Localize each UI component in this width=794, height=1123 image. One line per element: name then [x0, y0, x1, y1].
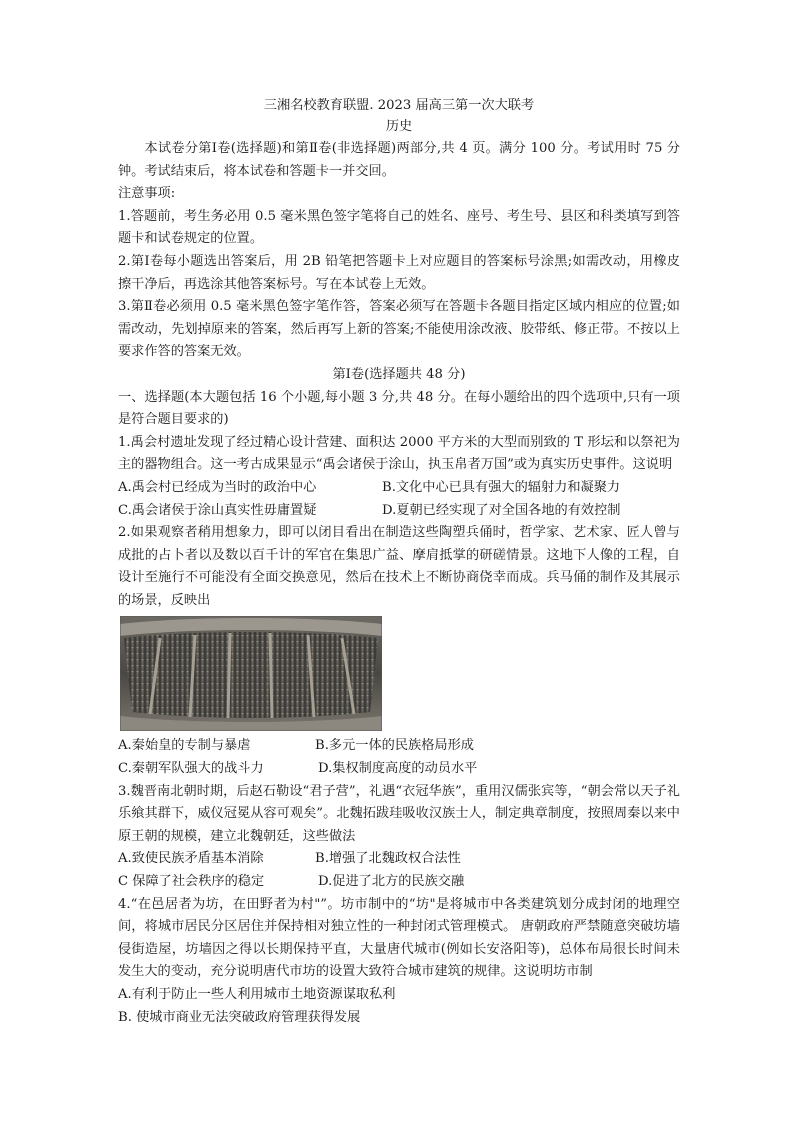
exam-page [118, 96, 680, 1029]
exam-intro: 本试卷分第Ⅰ卷(选择题)和第Ⅱ卷(非选择题)两部分,共 4 页。满分 100 分。考试用时 75 分钟。考试结束后，将本试卷和答题卡一并交回。 [118, 141, 680, 179]
q1-option-c: C.禹会诸侯于涂山真实性毋庸置疑 [118, 502, 317, 518]
q3-option-a: A.致使民族矛盾基本消除 [118, 851, 264, 867]
q2-option-a: A.秦始皇的专制与暴虐 [118, 738, 251, 754]
q2-option-b: B.多元一体的民族格局形成 [315, 738, 474, 754]
terracotta-army-photo [120, 616, 382, 731]
q4-option-a: A.有利于防止一些人利用城市土地资源谋取私利 [118, 987, 396, 1002]
q3-option-d: D.促进了北方的民族交融 [318, 874, 465, 890]
question-3-options-row1 [118, 848, 680, 871]
q1-option-a: A.禹会村已经成为当时的政治中心 [118, 479, 317, 495]
q4-option-b: B. 使城市商业无法突破政府管理获得发展 [118, 1009, 361, 1025]
terracotta-army-image [120, 616, 382, 731]
q2-option-c: C.秦朝军队强大的战斗力 [118, 761, 264, 777]
question-2-options-row1 [118, 735, 680, 758]
question-1-options-row1 [118, 477, 680, 500]
question-2-options-row2 [118, 758, 680, 781]
q1-option-d: D.夏朝已经实现了对全国各地的有效控制 [382, 502, 621, 518]
question-4-stem: 4.“在邑居者为坊，在田野者为村"”。坊市制中的“坊"是将城市中各类建筑划分成封闭的地理空间，将城市居民分区居住并保持相对独立性的一种封闭式管理模式。 唐朝政府严禁随意突破坊墙侵街造屋，坊墙因之得以长期保持平直，大量唐代城市(例如长安洛阳等)，总体布局很长时间未发生大的变动，充分说明唐代市坊的设置大致符合城市建筑的规律。这说明坊市制 [118, 896, 680, 980]
note-item-1: 1.答题前，考生务必用 0.5 毫米黑色签字笔将自己的姓名、座号、考生号、县区和科类填写到答题卡和试卷规定的位置。 [118, 208, 680, 247]
q1-option-b: B.文化中心已具有强大的辐射力和凝聚力 [382, 479, 621, 495]
section1-title: 第Ⅰ卷(选择题共 48 分) [332, 366, 466, 382]
question-3-options-row2 [118, 871, 680, 894]
q2-option-d: D.集权制度高度的动员水平 [318, 761, 478, 777]
question-1-options-row2 [118, 500, 680, 523]
question-3-stem: 3.魏晋南北朝时期，后赵石勒设“君子营”，礼遇“衣冠华族”，重用汉儒张宾等，“朝会常以天子礼乐飨其群下，威仪冠冕从容可观矣”。北魏拓跋珪吸收汉族士人，制定典章制度，按照周秦以来中原王朝的规模，建立北魏朝廷，这些做法 [118, 783, 680, 844]
note-item-3: 3.第Ⅱ卷必须用 0.5 毫米黑色签字笔作答，答案必须写在答题卡各题目指定区域内相应的位置;如需改动，先划掉原来的答案，然后再写上新的答案;不能使用涂改液、胶带纸、修正带。不按以上要求作答的答案无效。 [118, 299, 680, 360]
subject-title: 历史 [385, 119, 413, 134]
q3-option-c: C 保障了社会秩序的稳定 [118, 874, 265, 890]
section1-instruction: 一、选择题(本大题包括 16 个小题,每小题 3 分,共 48 分。在每小题给出的四个选项中,只有一项是符合题目要求的) [118, 389, 680, 428]
notes-heading: 注意事项: [118, 186, 176, 202]
exam-title: 三湘名校教育联盟. 2023 届高三第一次大联考 [263, 98, 535, 113]
question-2-stem: 2.如果观察者稍用想象力，即可以闭目看出在制造这些陶塑兵俑时，哲学家、艺术家、匠人曾与成批的占卜者以及数以百千计的军官在集思广益、摩肩抵掌的研磋情景。这地下人像的工程，自设计至施行不可能没有全面交换意见，然后在技术上不断协商侥幸而成。兵马俑的制作及其展示的场景，反映出 [118, 525, 680, 608]
question-1-stem: 1.禹会村遗址发现了经过精心设计营建、面积达 2000 平方米的大型而别致的 T 形坛和以祭祀为主的器物组合。这一考古成果显示“禹会诸侯于涂山，执玉帛者万国”或为真实历史事件。这说明 [118, 434, 680, 473]
q3-option-b: B.增强了北魏政权合法性 [315, 851, 461, 867]
note-item-2: 2.第Ⅰ卷每小题选出答案后，用 2B 铅笔把答题卡上对应题目的答案标号涂黑;如需改动，用橡皮擦干净后，再选涂其他答案标号。写在本试卷上无效。 [118, 253, 680, 292]
